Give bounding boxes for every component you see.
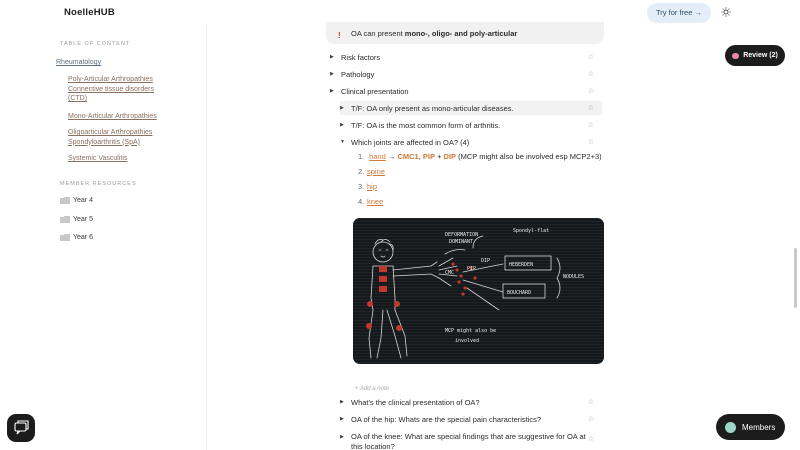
chalkboard-sketch-image[interactable]: [353, 218, 604, 364]
add-note-button[interactable]: + Add a note: [355, 386, 389, 392]
year-label: Year 4: [73, 197, 93, 204]
collapse-triangle-icon: ▶: [340, 416, 344, 422]
sketch-label: Spondyl-flat: [513, 228, 550, 234]
section-clinical-presentation[interactable]: [330, 84, 604, 98]
section-label: Risk factors: [341, 52, 381, 62]
collapse-triangle-icon: ▶: [340, 105, 344, 111]
hand-link[interactable]: hand: [369, 152, 386, 161]
toc-line: Spondyloarthritis (SpA): [68, 138, 140, 146]
collapse-triangle-icon: ▶: [330, 88, 334, 94]
brand-logo[interactable]: NoelleHUB: [64, 7, 115, 18]
question-text: Which joints are affected in OA? (4): [351, 137, 470, 147]
expanded-triangle-icon: ▼: [340, 139, 345, 145]
collapse-triangle-icon: ▶: [340, 434, 344, 440]
collapse-triangle-icon: ▶: [340, 399, 344, 405]
section-pathology[interactable]: [330, 67, 604, 81]
list-item: 1. hand → CMC1, PIP + DIP (MCP might also be involved esp MCP2+3): [358, 152, 602, 161]
brain-icon: [732, 53, 739, 59]
star-icon[interactable]: ☆: [587, 105, 594, 112]
toc-line: Mono-Articular Arthropathies: [68, 113, 157, 120]
toc-item-systemic-vasculitis[interactable]: [68, 154, 178, 164]
star-icon[interactable]: ☆: [587, 436, 594, 443]
toc-line: Poly-Articular Arthropathies: [68, 76, 153, 83]
collapse-triangle-icon: ▶: [330, 71, 334, 77]
try-free-button[interactable]: Try for free →: [647, 3, 711, 23]
theme-toggle-sun-icon[interactable]: [721, 7, 731, 17]
members-button[interactable]: [716, 414, 785, 440]
toc-item-poly-articular[interactable]: [68, 75, 178, 104]
chat-bubbles-icon: [7, 414, 35, 442]
toc-heading: TABLE OF CONTENT: [60, 41, 131, 47]
question-text: OA of the hip: Whats are the special pain characteristics?: [351, 414, 542, 424]
toc-line: Connective tissue disorders: [68, 85, 154, 93]
question-text: What's the clinical presentation of OA?: [351, 397, 480, 407]
star-icon[interactable]: ☆: [587, 54, 594, 61]
sketch-label: BOUCHARD: [507, 290, 532, 296]
member-resources-heading: MEMBER RESOURCES: [60, 181, 137, 187]
year-label: Year 6: [73, 234, 93, 241]
star-icon[interactable]: ☆: [587, 71, 594, 78]
callout-text: OA can present mono-, oligo- and poly-articular: [351, 29, 518, 38]
question-row[interactable]: [340, 101, 602, 115]
members-label: Members: [742, 422, 776, 432]
sketch-label: HEBERDEN: [509, 262, 534, 268]
sketch-label: CMC: [445, 270, 455, 276]
sketch-label: involved: [455, 338, 480, 344]
toc-item-oligoarticular[interactable]: [68, 128, 178, 147]
toc-line: Oligoarticular Arthropathies: [68, 129, 153, 136]
folder-icon: [60, 216, 70, 223]
pip-label: PIP: [422, 152, 435, 161]
star-icon[interactable]: ☆: [587, 139, 594, 146]
toc-item-mono-articular[interactable]: [68, 112, 178, 122]
sketch-label: PIP: [467, 266, 477, 272]
collapse-triangle-icon: ▶: [330, 54, 334, 60]
year-5-link[interactable]: [60, 216, 93, 223]
year-label: Year 5: [73, 216, 93, 223]
warning-icon: !: [338, 31, 341, 40]
question-row[interactable]: [340, 412, 602, 426]
page-scrollbar[interactable]: [794, 248, 797, 308]
collapse-triangle-icon: ▶: [340, 122, 344, 128]
star-icon[interactable]: ☆: [587, 122, 594, 129]
sketch-label: MCP might also be: [445, 328, 497, 334]
sketch-drawing: [353, 218, 604, 364]
toc-item-rheumatology[interactable]: Rheumatology: [56, 59, 102, 66]
hip-link[interactable]: hip: [367, 182, 378, 191]
sketch-label: DIP: [481, 258, 491, 264]
question-text: T/F: OA only present as mono-articular diseases.: [351, 103, 514, 113]
section-label: Clinical presentation: [341, 86, 409, 96]
spine-link[interactable]: spine: [367, 167, 385, 176]
star-icon[interactable]: ☆: [587, 88, 594, 95]
list-item: 2. spine: [358, 167, 385, 176]
review-button[interactable]: [725, 45, 785, 66]
question-row[interactable]: [340, 118, 602, 132]
question-row[interactable]: [340, 395, 602, 409]
list-item: 3. hip: [358, 182, 378, 191]
folder-icon: [60, 197, 70, 204]
section-risk-factors[interactable]: [330, 50, 604, 64]
question-text: OA of the knee: What are special findings that are suggestive for OA at this location?: [351, 432, 586, 450]
question-row[interactable]: [340, 429, 602, 450]
toc-line: Systemic Vasculitis: [68, 155, 128, 162]
sketch-label: NODULES: [563, 274, 585, 280]
cmc1-label: CMC1: [397, 152, 419, 161]
callout-box: [326, 22, 604, 44]
folder-icon: [60, 234, 70, 241]
dip-label: DIP: [443, 152, 457, 161]
year-6-link[interactable]: [60, 234, 93, 241]
star-icon[interactable]: ☆: [587, 416, 594, 423]
avatar: [725, 422, 736, 433]
section-label: Pathology: [341, 69, 375, 79]
sidebar-divider: [206, 26, 207, 450]
question-text: T/F: OA is the most common form of arthritis.: [351, 120, 501, 130]
sketch-label: DEFORMATION: [445, 232, 479, 238]
knee-link[interactable]: knee: [367, 197, 384, 206]
question-row-expanded[interactable]: [340, 135, 602, 149]
toc-line: (CTD): [68, 95, 88, 102]
list-item: 4. knee: [358, 197, 384, 206]
chat-button[interactable]: [7, 414, 35, 442]
year-4-link[interactable]: [60, 197, 93, 204]
review-label: Review (2): [743, 52, 778, 59]
star-icon[interactable]: ☆: [587, 399, 594, 406]
sketch-label: DOMINANT: [449, 239, 474, 245]
